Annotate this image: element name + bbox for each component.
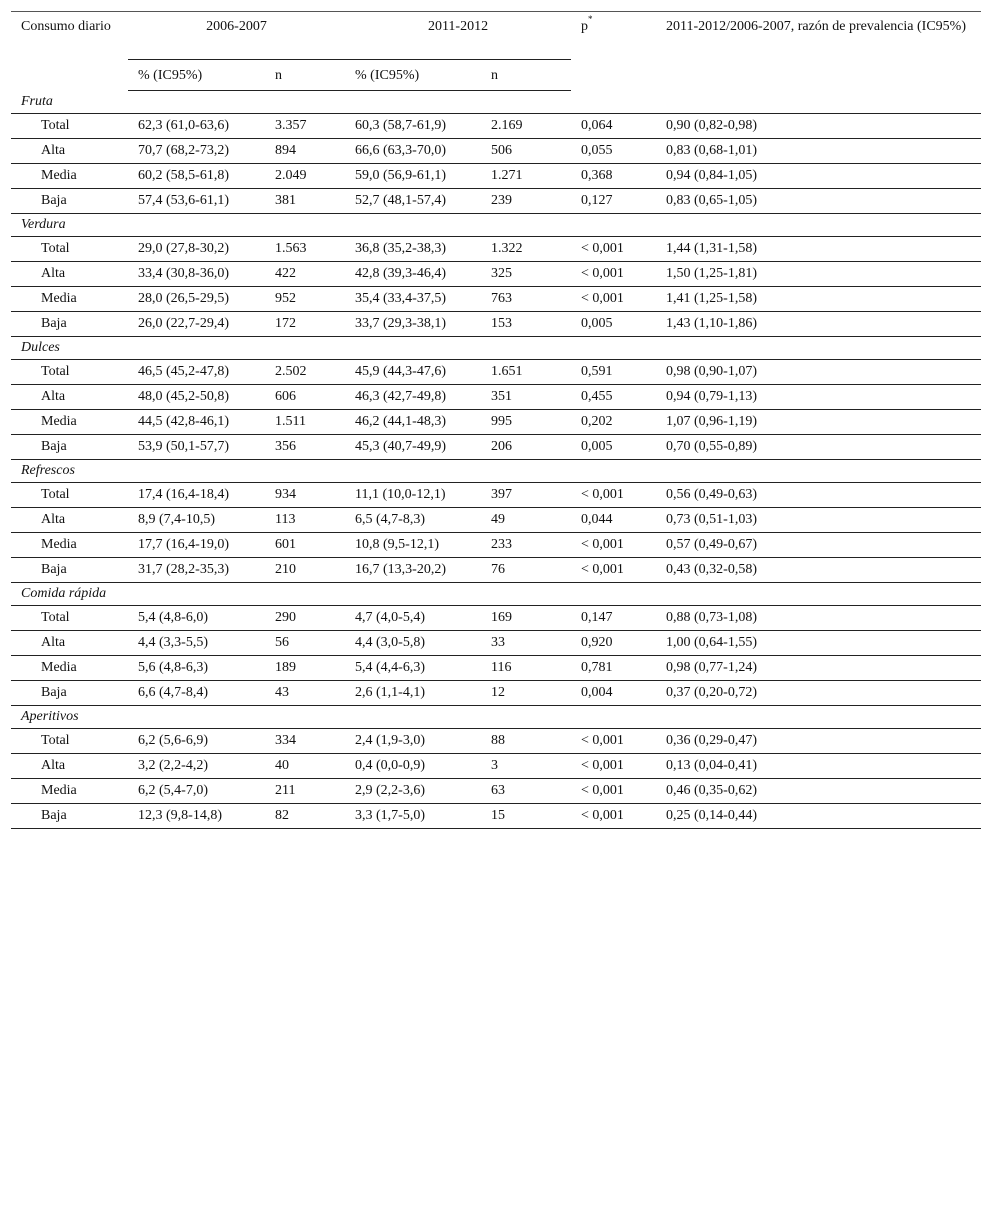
pct-2011-cell: 2,9 (2,2-3,6) bbox=[345, 779, 481, 804]
n-2006-cell: 210 bbox=[265, 558, 345, 583]
pct-2006-cell: 53,9 (50,1-57,7) bbox=[128, 435, 265, 460]
row-label: Alta bbox=[11, 508, 128, 533]
n-2006-cell: 113 bbox=[265, 508, 345, 533]
pct-2006-cell: 17,7 (16,4-19,0) bbox=[128, 533, 265, 558]
header-pct-2006: % (IC95%) bbox=[128, 60, 265, 91]
ratio-cell: 0,36 (0,29-0,47) bbox=[656, 729, 981, 754]
pct-2006-cell: 12,3 (9,8-14,8) bbox=[128, 804, 265, 829]
ratio-cell: 0,73 (0,51-1,03) bbox=[656, 508, 981, 533]
n-2011-cell: 12 bbox=[481, 681, 571, 706]
ratio-cell: 1,00 (0,64-1,55) bbox=[656, 631, 981, 656]
pct-2006-cell: 44,5 (42,8-46,1) bbox=[128, 410, 265, 435]
pct-2006-cell: 33,4 (30,8-36,0) bbox=[128, 262, 265, 287]
n-2011-cell: 15 bbox=[481, 804, 571, 829]
n-2006-cell: 172 bbox=[265, 312, 345, 337]
n-2011-cell: 49 bbox=[481, 508, 571, 533]
p-value-cell: < 0,001 bbox=[571, 287, 656, 312]
p-value-cell: 0,202 bbox=[571, 410, 656, 435]
p-value-cell: < 0,001 bbox=[571, 483, 656, 508]
p-value-cell: < 0,001 bbox=[571, 262, 656, 287]
n-2006-cell: 422 bbox=[265, 262, 345, 287]
pct-2011-cell: 4,7 (4,0-5,4) bbox=[345, 606, 481, 631]
header-n-2011: n bbox=[481, 60, 571, 91]
p-value-cell: < 0,001 bbox=[571, 804, 656, 829]
header-n-2006: n bbox=[265, 60, 345, 91]
section-title: Verdura bbox=[11, 214, 981, 237]
pct-2011-cell: 59,0 (56,9-61,1) bbox=[345, 164, 481, 189]
p-value-cell: < 0,001 bbox=[571, 754, 656, 779]
table-row bbox=[11, 779, 981, 804]
n-2006-cell: 290 bbox=[265, 606, 345, 631]
table-row bbox=[11, 558, 981, 583]
ratio-cell: 0,83 (0,65-1,05) bbox=[656, 189, 981, 214]
n-2011-cell: 3 bbox=[481, 754, 571, 779]
section-title: Dulces bbox=[11, 337, 981, 360]
table-row bbox=[11, 410, 981, 435]
ratio-cell: 1,07 (0,96-1,19) bbox=[656, 410, 981, 435]
pct-2006-cell: 6,2 (5,4-7,0) bbox=[128, 779, 265, 804]
pct-2006-cell: 5,6 (4,8-6,3) bbox=[128, 656, 265, 681]
n-2006-cell: 43 bbox=[265, 681, 345, 706]
table-container bbox=[11, 11, 981, 829]
table-row bbox=[11, 360, 981, 385]
n-2006-cell: 40 bbox=[265, 754, 345, 779]
table-header bbox=[11, 12, 981, 91]
section-row bbox=[11, 337, 981, 360]
p-value-cell: 0,455 bbox=[571, 385, 656, 410]
n-2011-cell: 763 bbox=[481, 287, 571, 312]
section-title: Refrescos bbox=[11, 460, 981, 483]
row-label: Alta bbox=[11, 262, 128, 287]
row-label: Total bbox=[11, 360, 128, 385]
row-label: Alta bbox=[11, 139, 128, 164]
p-value-cell: 0,781 bbox=[571, 656, 656, 681]
pct-2006-cell: 17,4 (16,4-18,4) bbox=[128, 483, 265, 508]
pct-2006-cell: 70,7 (68,2-73,2) bbox=[128, 139, 265, 164]
section-title: Fruta bbox=[11, 91, 981, 114]
header-p bbox=[571, 12, 656, 91]
row-label: Baja bbox=[11, 435, 128, 460]
pct-2006-cell: 29,0 (27,8-30,2) bbox=[128, 237, 265, 262]
n-2011-cell: 206 bbox=[481, 435, 571, 460]
n-2011-cell: 116 bbox=[481, 656, 571, 681]
n-2006-cell: 606 bbox=[265, 385, 345, 410]
pct-2006-cell: 3,2 (2,2-4,2) bbox=[128, 754, 265, 779]
ratio-cell: 0,88 (0,73-1,08) bbox=[656, 606, 981, 631]
p-value-cell: 0,044 bbox=[571, 508, 656, 533]
row-label: Total bbox=[11, 237, 128, 262]
section-row bbox=[11, 583, 981, 606]
n-2006-cell: 211 bbox=[265, 779, 345, 804]
row-label: Media bbox=[11, 410, 128, 435]
table-row bbox=[11, 139, 981, 164]
row-label: Media bbox=[11, 533, 128, 558]
header-ratio: 2011-2012/2006-2007, razón de prevalencia (IC95%) bbox=[666, 19, 967, 34]
table-row bbox=[11, 533, 981, 558]
section-title: Comida rápida bbox=[11, 583, 981, 606]
n-2006-cell: 189 bbox=[265, 656, 345, 681]
n-2011-cell: 233 bbox=[481, 533, 571, 558]
n-2006-cell: 381 bbox=[265, 189, 345, 214]
pct-2006-cell: 28,0 (26,5-29,5) bbox=[128, 287, 265, 312]
p-value-cell: < 0,001 bbox=[571, 533, 656, 558]
p-value-cell: 0,005 bbox=[571, 312, 656, 337]
pct-2011-cell: 6,5 (4,7-8,3) bbox=[345, 508, 481, 533]
row-label: Total bbox=[11, 114, 128, 139]
table-row bbox=[11, 189, 981, 214]
pct-2006-cell: 60,2 (58,5-61,8) bbox=[128, 164, 265, 189]
n-2006-cell: 934 bbox=[265, 483, 345, 508]
p-value-cell: < 0,001 bbox=[571, 779, 656, 804]
header-row-top bbox=[11, 12, 981, 60]
pct-2011-cell: 52,7 (48,1-57,4) bbox=[345, 189, 481, 214]
header-period-2006: 2006-2007 bbox=[128, 12, 345, 60]
n-2006-cell: 601 bbox=[265, 533, 345, 558]
pct-2006-cell: 6,6 (4,7-8,4) bbox=[128, 681, 265, 706]
n-2006-cell: 2.049 bbox=[265, 164, 345, 189]
pct-2011-cell: 66,6 (63,3-70,0) bbox=[345, 139, 481, 164]
ratio-cell: 0,94 (0,84-1,05) bbox=[656, 164, 981, 189]
pct-2006-cell: 26,0 (22,7-29,4) bbox=[128, 312, 265, 337]
table-row bbox=[11, 385, 981, 410]
pct-2011-cell: 2,6 (1,1-4,1) bbox=[345, 681, 481, 706]
pct-2011-cell: 0,4 (0,0-0,9) bbox=[345, 754, 481, 779]
table-row bbox=[11, 114, 981, 139]
table-row bbox=[11, 508, 981, 533]
ratio-cell: 1,44 (1,31-1,58) bbox=[656, 237, 981, 262]
n-2011-cell: 169 bbox=[481, 606, 571, 631]
section-row bbox=[11, 706, 981, 729]
pct-2011-cell: 42,8 (39,3-46,4) bbox=[345, 262, 481, 287]
ratio-cell: 1,41 (1,25-1,58) bbox=[656, 287, 981, 312]
ratio-cell: 0,13 (0,04-0,41) bbox=[656, 754, 981, 779]
ratio-cell: 0,25 (0,14-0,44) bbox=[656, 804, 981, 829]
pct-2011-cell: 60,3 (58,7-61,9) bbox=[345, 114, 481, 139]
row-label: Baja bbox=[11, 189, 128, 214]
row-label: Total bbox=[11, 606, 128, 631]
section-title: Aperitivos bbox=[11, 706, 981, 729]
table-row bbox=[11, 312, 981, 337]
table-row bbox=[11, 804, 981, 829]
n-2006-cell: 952 bbox=[265, 287, 345, 312]
ratio-cell: 0,70 (0,55-0,89) bbox=[656, 435, 981, 460]
n-2006-cell: 1.511 bbox=[265, 410, 345, 435]
section-row bbox=[11, 91, 981, 114]
n-2006-cell: 334 bbox=[265, 729, 345, 754]
p-value-cell: 0,368 bbox=[571, 164, 656, 189]
table-row bbox=[11, 631, 981, 656]
pct-2011-cell: 45,9 (44,3-47,6) bbox=[345, 360, 481, 385]
header-p-label: p bbox=[581, 19, 589, 34]
n-2011-cell: 506 bbox=[481, 139, 571, 164]
pct-2011-cell: 11,1 (10,0-12,1) bbox=[345, 483, 481, 508]
ratio-cell: 0,98 (0,77-1,24) bbox=[656, 656, 981, 681]
pct-2006-cell: 4,4 (3,3-5,5) bbox=[128, 631, 265, 656]
n-2006-cell: 3.357 bbox=[265, 114, 345, 139]
pct-2011-cell: 16,7 (13,3-20,2) bbox=[345, 558, 481, 583]
section-row bbox=[11, 214, 981, 237]
pct-2006-cell: 8,9 (7,4-10,5) bbox=[128, 508, 265, 533]
section-row bbox=[11, 460, 981, 483]
pct-2011-cell: 5,4 (4,4-6,3) bbox=[345, 656, 481, 681]
pct-2011-cell: 36,8 (35,2-38,3) bbox=[345, 237, 481, 262]
ratio-cell: 0,83 (0,68-1,01) bbox=[656, 139, 981, 164]
table-row bbox=[11, 606, 981, 631]
p-value-cell: < 0,001 bbox=[571, 237, 656, 262]
n-2011-cell: 351 bbox=[481, 385, 571, 410]
row-label: Baja bbox=[11, 558, 128, 583]
n-2006-cell: 2.502 bbox=[265, 360, 345, 385]
n-2011-cell: 1.322 bbox=[481, 237, 571, 262]
row-label: Media bbox=[11, 779, 128, 804]
n-2011-cell: 2.169 bbox=[481, 114, 571, 139]
pct-2006-cell: 46,5 (45,2-47,8) bbox=[128, 360, 265, 385]
n-2006-cell: 894 bbox=[265, 139, 345, 164]
row-label: Total bbox=[11, 729, 128, 754]
p-value-cell: < 0,001 bbox=[571, 729, 656, 754]
n-2011-cell: 33 bbox=[481, 631, 571, 656]
pct-2011-cell: 3,3 (1,7-5,0) bbox=[345, 804, 481, 829]
n-2011-cell: 1.651 bbox=[481, 360, 571, 385]
pct-2006-cell: 57,4 (53,6-61,1) bbox=[128, 189, 265, 214]
table-row bbox=[11, 656, 981, 681]
consumption-table bbox=[11, 11, 981, 829]
row-label: Baja bbox=[11, 312, 128, 337]
pct-2011-cell: 45,3 (40,7-49,9) bbox=[345, 435, 481, 460]
ratio-cell: 0,43 (0,32-0,58) bbox=[656, 558, 981, 583]
table-row bbox=[11, 483, 981, 508]
p-value-cell: 0,127 bbox=[571, 189, 656, 214]
row-label: Alta bbox=[11, 385, 128, 410]
row-label: Media bbox=[11, 287, 128, 312]
pct-2011-cell: 33,7 (29,3-38,1) bbox=[345, 312, 481, 337]
p-value-cell: 0,591 bbox=[571, 360, 656, 385]
header-p-footnote-mark: * bbox=[588, 14, 593, 25]
row-label: Alta bbox=[11, 754, 128, 779]
header-consumo: Consumo diario bbox=[21, 19, 111, 34]
pct-2006-cell: 6,2 (5,6-6,9) bbox=[128, 729, 265, 754]
n-2011-cell: 63 bbox=[481, 779, 571, 804]
n-2011-cell: 995 bbox=[481, 410, 571, 435]
ratio-cell: 0,57 (0,49-0,67) bbox=[656, 533, 981, 558]
pct-2011-cell: 46,2 (44,1-48,3) bbox=[345, 410, 481, 435]
row-label: Alta bbox=[11, 631, 128, 656]
ratio-cell: 0,56 (0,49-0,63) bbox=[656, 483, 981, 508]
ratio-cell: 0,90 (0,82-0,98) bbox=[656, 114, 981, 139]
n-2011-cell: 88 bbox=[481, 729, 571, 754]
p-value-cell: < 0,001 bbox=[571, 558, 656, 583]
table-body bbox=[11, 91, 981, 829]
pct-2011-cell: 46,3 (42,7-49,8) bbox=[345, 385, 481, 410]
table-row bbox=[11, 164, 981, 189]
ratio-cell: 0,37 (0,20-0,72) bbox=[656, 681, 981, 706]
n-2011-cell: 325 bbox=[481, 262, 571, 287]
table-row bbox=[11, 754, 981, 779]
table-row bbox=[11, 237, 981, 262]
p-value-cell: 0,920 bbox=[571, 631, 656, 656]
n-2011-cell: 76 bbox=[481, 558, 571, 583]
n-2006-cell: 82 bbox=[265, 804, 345, 829]
ratio-cell: 0,98 (0,90-1,07) bbox=[656, 360, 981, 385]
p-value-cell: 0,055 bbox=[571, 139, 656, 164]
ratio-cell: 1,43 (1,10-1,86) bbox=[656, 312, 981, 337]
p-value-cell: 0,147 bbox=[571, 606, 656, 631]
header-pct-2011: % (IC95%) bbox=[345, 60, 481, 91]
table-row bbox=[11, 287, 981, 312]
table-row bbox=[11, 262, 981, 287]
p-value-cell: 0,005 bbox=[571, 435, 656, 460]
pct-2011-cell: 35,4 (33,4-37,5) bbox=[345, 287, 481, 312]
pct-2006-cell: 5,4 (4,8-6,0) bbox=[128, 606, 265, 631]
pct-2006-cell: 31,7 (28,2-35,3) bbox=[128, 558, 265, 583]
n-2011-cell: 397 bbox=[481, 483, 571, 508]
pct-2006-cell: 62,3 (61,0-63,6) bbox=[128, 114, 265, 139]
n-2011-cell: 153 bbox=[481, 312, 571, 337]
n-2006-cell: 56 bbox=[265, 631, 345, 656]
table-row bbox=[11, 681, 981, 706]
row-label: Baja bbox=[11, 681, 128, 706]
pct-2011-cell: 2,4 (1,9-3,0) bbox=[345, 729, 481, 754]
table-row bbox=[11, 435, 981, 460]
p-value-cell: 0,064 bbox=[571, 114, 656, 139]
ratio-cell: 0,46 (0,35-0,62) bbox=[656, 779, 981, 804]
row-label: Total bbox=[11, 483, 128, 508]
n-2006-cell: 1.563 bbox=[265, 237, 345, 262]
row-label: Media bbox=[11, 164, 128, 189]
row-label: Media bbox=[11, 656, 128, 681]
n-2006-cell: 356 bbox=[265, 435, 345, 460]
table-row bbox=[11, 729, 981, 754]
n-2011-cell: 239 bbox=[481, 189, 571, 214]
pct-2011-cell: 10,8 (9,5-12,1) bbox=[345, 533, 481, 558]
pct-2006-cell: 48,0 (45,2-50,8) bbox=[128, 385, 265, 410]
row-label: Baja bbox=[11, 804, 128, 829]
ratio-cell: 0,94 (0,79-1,13) bbox=[656, 385, 981, 410]
p-value-cell: 0,004 bbox=[571, 681, 656, 706]
ratio-cell: 1,50 (1,25-1,81) bbox=[656, 262, 981, 287]
pct-2011-cell: 4,4 (3,0-5,8) bbox=[345, 631, 481, 656]
header-period-2011: 2011-2012 bbox=[345, 12, 571, 60]
n-2011-cell: 1.271 bbox=[481, 164, 571, 189]
